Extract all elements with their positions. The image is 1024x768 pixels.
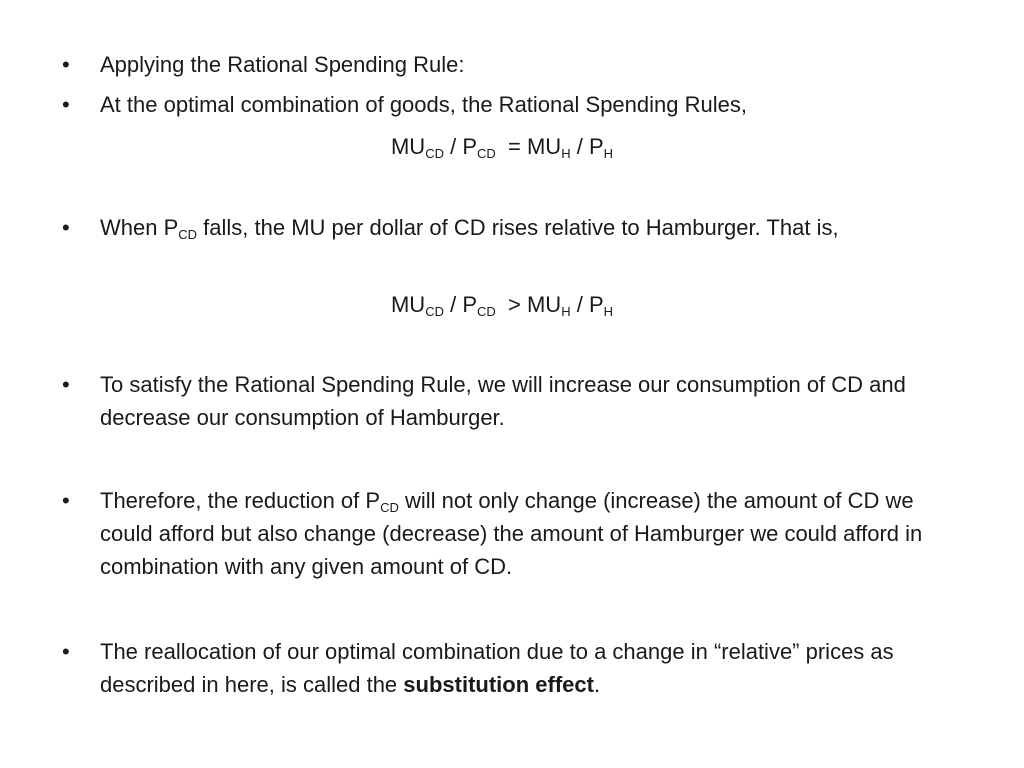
bullet-text: Applying the Rational Spending Rule: xyxy=(100,52,465,77)
bullet-price-falls xyxy=(62,211,962,244)
bullet-marker: • xyxy=(62,639,70,664)
bullet-marker: • xyxy=(62,372,70,397)
bullet-marker: • xyxy=(62,52,70,77)
bullet-marker: • xyxy=(62,92,70,117)
bullet-text: When $P_{CD}$ falls, the MU per dollar of CD rises relative to Hamburger. That is, xyxy=(100,215,839,242)
bullet-satisfy-rule xyxy=(62,368,962,434)
formula-equality: $MU_{CD} / P_{CD} = MU_H / P_H$ xyxy=(390,134,614,161)
term-substitution-effect: substitution effect xyxy=(403,672,594,697)
bullet-text: The reallocation of our optimal combination due to a change in “relative” prices as described in here, is called the substitution effect. xyxy=(100,639,894,697)
bullet-marker: • xyxy=(62,215,70,240)
formula-inequality: $MU_{CD} / P_{CD} > MU_H / P_H$ xyxy=(390,292,614,319)
bullet-text: At the optimal combination of goods, the Rational Spending Rules, xyxy=(100,92,747,117)
bullet-optimal-combination xyxy=(62,88,962,121)
bullet-applying-rule xyxy=(62,48,962,81)
bullet-substitution-effect xyxy=(62,635,962,701)
bullet-text: To satisfy the Rational Spending Rule, we will increase our consumption of CD and decrease our consumption of Hamburger. xyxy=(100,372,906,430)
bullet-marker: • xyxy=(62,488,70,513)
bullet-therefore xyxy=(62,484,962,583)
bullet-text: Therefore, the reduction of $P_{CD}$ will not only change (increase) the amount of CD we could afford but also change (decrease) the amount of Hamburger we could afford in combination with any given amount of CD. xyxy=(100,488,923,579)
